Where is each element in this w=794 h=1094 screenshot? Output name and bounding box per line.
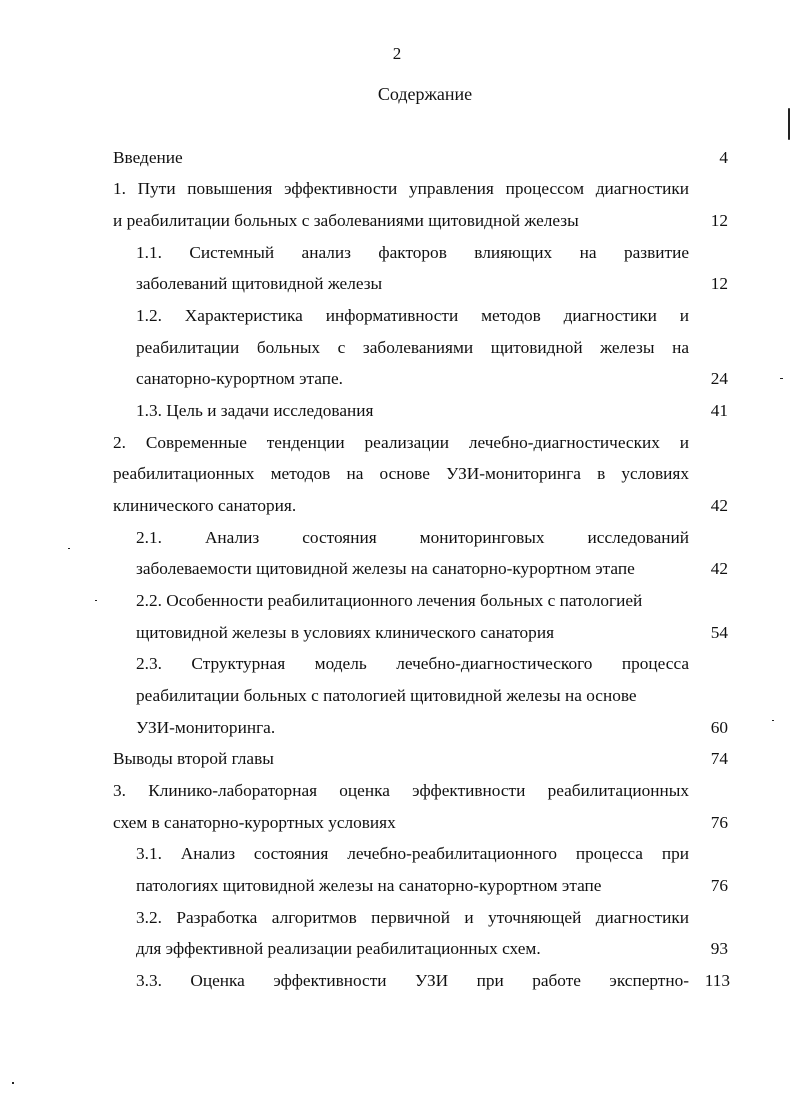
scan-dot (68, 548, 70, 549)
scan-dot (780, 378, 783, 379)
toc-ch2-page: 42 (710, 496, 728, 515)
toc-s32-line-1: 3.2. Разработка алгоритмов первичной и уточняющей диагностики (136, 908, 689, 927)
toc-ch2-line-3: клинического санатория. (113, 496, 297, 515)
scan-dot (12, 1082, 14, 1084)
toc-conclusions-text: Выводы второй главы (113, 749, 274, 768)
toc-s11-line-1: 1.1. Системный анализ факторов влияющих на развитие (136, 243, 689, 262)
toc-s33-page: 113 (704, 971, 730, 990)
toc-ch3-line-2: схем в санаторно-курортных условиях (113, 813, 396, 832)
toc-intro-text: Введение (113, 148, 183, 167)
scan-mark-right-bracket (788, 108, 790, 140)
toc-ch3-line-1: 3. Клинико-лабораторная оценка эффективности реабилитационных (113, 781, 689, 800)
toc-s11-line-2: заболеваний щитовидной железы (136, 274, 383, 293)
toc-s31-line-2: патологиях щитовидной железы на санаторно-курортном этапе (136, 876, 602, 895)
scan-dot (95, 600, 97, 601)
toc-ch2-line-2: реабилитационных методов на основе УЗИ-мониторинга в условиях (113, 464, 689, 483)
toc-s21-page: 42 (710, 559, 728, 578)
toc-s32-line-2: для эффективной реализации реабилитационных схем. (136, 939, 541, 958)
toc-ch1-page: 12 (710, 211, 728, 230)
toc-s23-line-2: реабилитации больных с патологией щитовидной железы на основе (136, 686, 637, 705)
toc-s21-line-1: 2.1. Анализ состояния мониторинговых исследований (136, 528, 689, 547)
toc-s33-line-1: 3.3. Оценка эффективности УЗИ при работе экспертно- (136, 971, 689, 990)
toc-s23-line-3: УЗИ-мониторинга. (136, 718, 276, 737)
toc-s23-line-1: 2.3. Структурная модель лечебно-диагностического процесса (136, 654, 689, 673)
toc-s22-line-2: щитовидной железы в условиях клинического санатория (136, 623, 555, 642)
toc-title: Содержание (377, 84, 473, 104)
toc-s12-line-2: реабилитации больных с заболеваниями щитовидной железы на (136, 338, 689, 357)
toc-s12-line-1: 1.2. Характеристика информативности методов диагностики и (136, 306, 689, 325)
toc-s12-line-3: санаторно-курортном этапе. (136, 369, 343, 388)
toc-ch3-page: 76 (710, 813, 728, 832)
toc-conclusions-page: 74 (710, 749, 728, 768)
toc-s22-page: 54 (710, 623, 728, 642)
toc-s13-text: 1.3. Цель и задачи исследования (136, 401, 374, 420)
toc-s23-page: 60 (710, 718, 728, 737)
toc-ch1-line-2: и реабилитации больных с заболеваниями щитовидной железы (113, 211, 579, 230)
toc-ch1-line-1: 1. Пути повышения эффективности управления процессом диагностики (113, 179, 689, 198)
toc-s13-page: 41 (710, 401, 728, 420)
toc-s22-line-1: 2.2. Особенности реабилитационного лечения больных с патологией (136, 591, 643, 610)
toc-ch2-line-1: 2. Современные тенденции реализации лечебно-диагностических и (113, 433, 689, 452)
toc-s12-page: 24 (710, 369, 728, 388)
toc-intro-page: 4 (719, 148, 728, 167)
toc-s11-page: 12 (710, 274, 728, 293)
toc-s31-page: 76 (710, 876, 728, 895)
toc-s32-page: 93 (710, 939, 728, 958)
scan-dot (772, 720, 774, 721)
page-number: 2 (392, 44, 402, 63)
toc-s21-line-2: заболеваемости щитовидной железы на санаторно-курортном этапе (136, 559, 635, 578)
toc-s31-line-1: 3.1. Анализ состояния лечебно-реабилитационного процесса при (136, 844, 689, 863)
